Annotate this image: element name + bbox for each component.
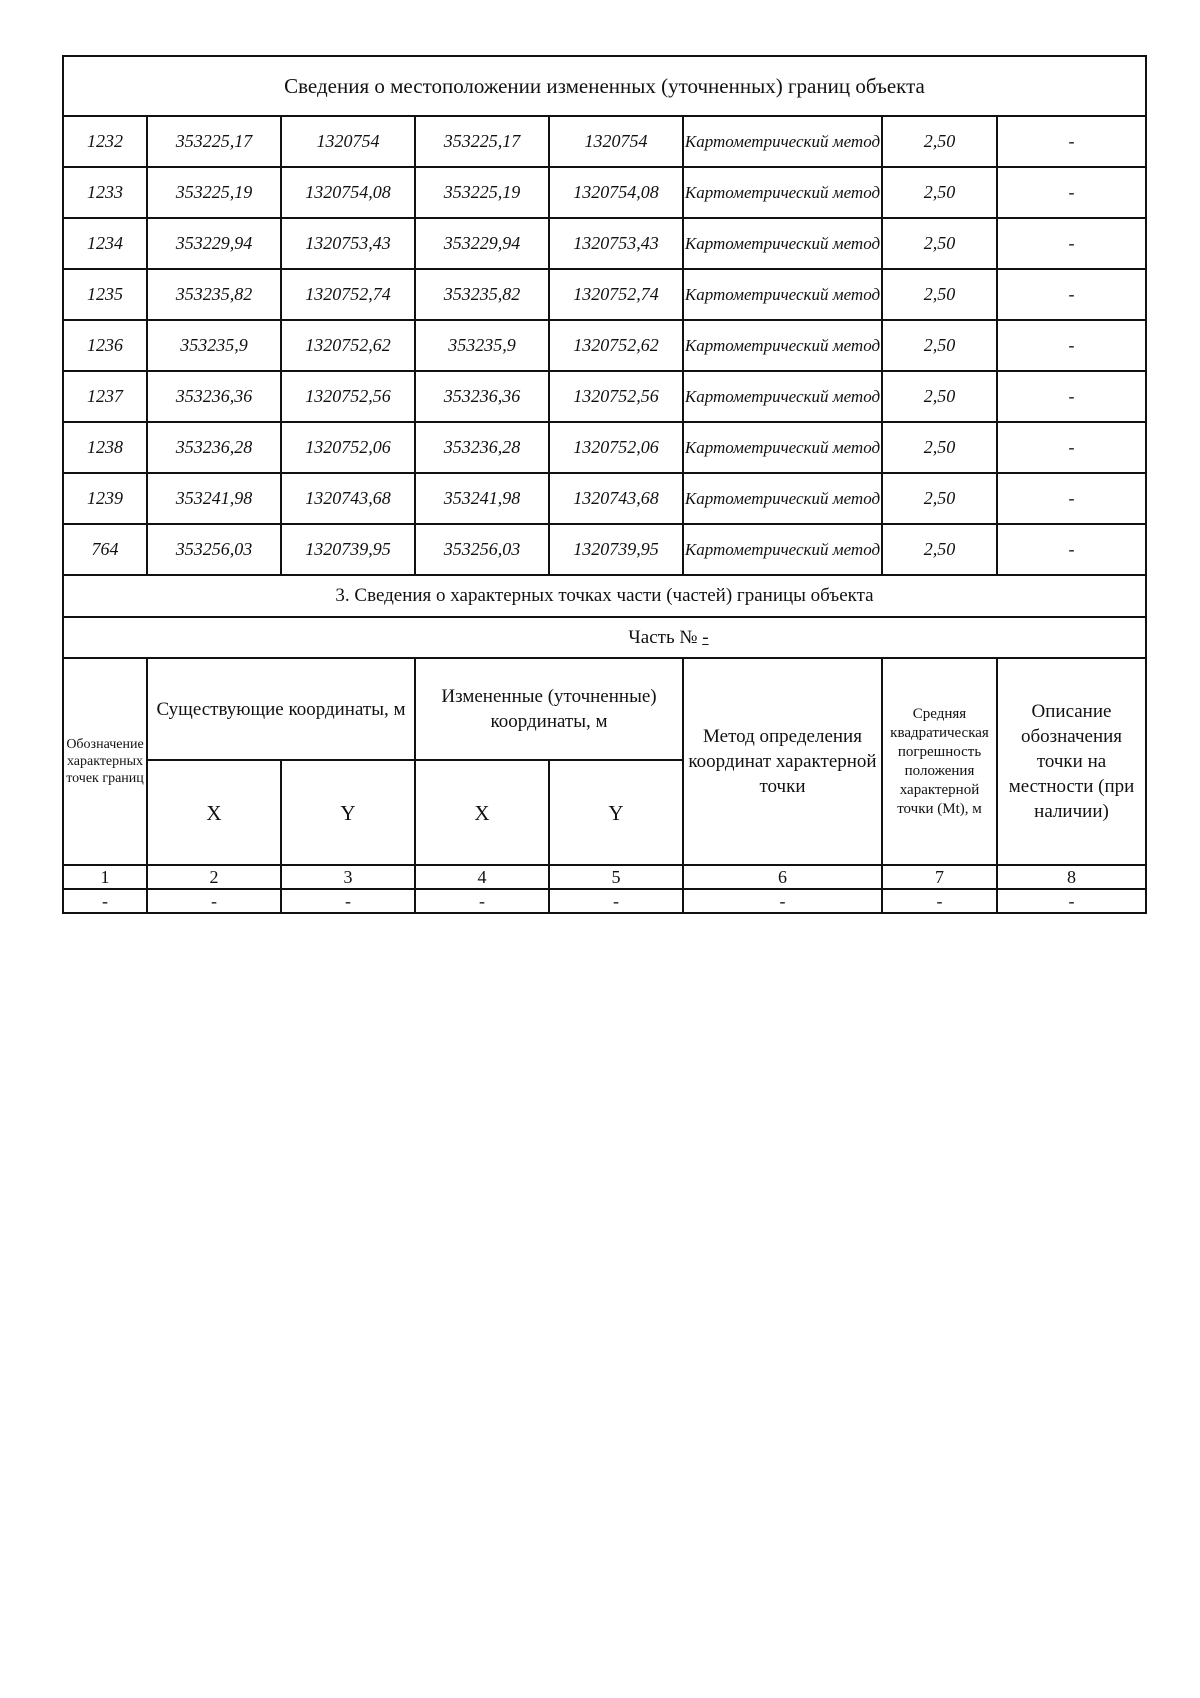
cell-y-changed: 1320754 xyxy=(549,116,683,167)
table-title-row xyxy=(63,56,1146,116)
cell-y-existing: 1320754,08 xyxy=(281,167,415,218)
header-accuracy: Средняя квадратическая погрешность положения характерной точки (Mt), м xyxy=(882,658,997,865)
cell-y-existing: 1320743,68 xyxy=(281,473,415,524)
cell-y-existing: 1320752,56 xyxy=(281,371,415,422)
cell-y-existing: 1320739,95 xyxy=(281,524,415,575)
cell-description: - xyxy=(997,269,1146,320)
section-3-row xyxy=(63,575,1146,617)
cell-x-existing: 353236,36 xyxy=(147,371,281,422)
cell-y-changed: 1320752,56 xyxy=(549,371,683,422)
cell-accuracy: 2,50 xyxy=(882,473,997,524)
cell-description: - xyxy=(997,116,1146,167)
cell-x-changed: 353256,03 xyxy=(415,524,549,575)
cell-y-changed: 1320754,08 xyxy=(549,167,683,218)
empty-cell: - xyxy=(281,889,415,913)
table-row xyxy=(63,116,1146,167)
empty-cell: - xyxy=(997,889,1146,913)
cell-y-changed: 1320753,43 xyxy=(549,218,683,269)
cell-description: - xyxy=(997,167,1146,218)
cell-method: Картометрический метод xyxy=(683,218,882,269)
cell-y-changed: 1320752,06 xyxy=(549,422,683,473)
table-row xyxy=(63,473,1146,524)
cell-x-existing: 353235,82 xyxy=(147,269,281,320)
table-body xyxy=(63,56,1146,913)
cell-point-id: 1232 xyxy=(63,116,147,167)
table-row xyxy=(63,269,1146,320)
cell-method: Картометрический метод xyxy=(683,422,882,473)
cell-accuracy: 2,50 xyxy=(882,269,997,320)
cell-method: Картометрический метод xyxy=(683,320,882,371)
cell-x-changed: 353236,28 xyxy=(415,422,549,473)
empty-cell: - xyxy=(415,889,549,913)
table-row xyxy=(63,167,1146,218)
cell-x-changed: 353241,98 xyxy=(415,473,549,524)
cell-description: - xyxy=(997,524,1146,575)
part-number: - xyxy=(702,626,709,648)
empty-cell: - xyxy=(882,889,997,913)
header-x-changed: X xyxy=(415,760,549,865)
table-row xyxy=(63,371,1146,422)
part-row xyxy=(63,617,1146,658)
cell-x-changed: 353235,82 xyxy=(415,269,549,320)
table-row xyxy=(63,422,1146,473)
cell-y-existing: 1320752,06 xyxy=(281,422,415,473)
cell-point-id: 1236 xyxy=(63,320,147,371)
table-row xyxy=(63,524,1146,575)
cell-method: Картометрический метод xyxy=(683,116,882,167)
cell-x-existing: 353235,9 xyxy=(147,320,281,371)
cell-x-changed: 353225,19 xyxy=(415,167,549,218)
cell-accuracy: 2,50 xyxy=(882,371,997,422)
cell-x-changed: 353229,94 xyxy=(415,218,549,269)
cell-point-id: 1235 xyxy=(63,269,147,320)
cell-method: Картометрический метод xyxy=(683,524,882,575)
table-title: Сведения о местоположении измененных (уточненных) границ объекта xyxy=(63,56,1146,116)
cell-description: - xyxy=(997,371,1146,422)
cell-y-existing: 1320752,62 xyxy=(281,320,415,371)
cell-accuracy: 2,50 xyxy=(882,167,997,218)
header-description: Описание обозначения точки на местности (при наличии) xyxy=(997,658,1146,865)
cell-description: - xyxy=(997,320,1146,371)
header-point-designation: Обозначение характерных точек границ xyxy=(63,658,147,865)
table-row xyxy=(63,218,1146,269)
header-existing-coordinates: Существующие координаты, м xyxy=(147,658,415,760)
header-method: Метод определения координат характерной точки xyxy=(683,658,882,865)
cell-point-id: 1239 xyxy=(63,473,147,524)
cell-x-changed: 353235,9 xyxy=(415,320,549,371)
cell-point-id: 1238 xyxy=(63,422,147,473)
part-cell xyxy=(63,617,1146,658)
header-y-existing: Y xyxy=(281,760,415,865)
table-row xyxy=(63,320,1146,371)
column-number: 1 xyxy=(63,865,147,889)
cell-method: Картометрический метод xyxy=(683,167,882,218)
column-number-row xyxy=(63,865,1146,889)
cell-y-changed: 1320739,95 xyxy=(549,524,683,575)
cell-x-changed: 353236,36 xyxy=(415,371,549,422)
cell-y-existing: 1320753,43 xyxy=(281,218,415,269)
part-label: Часть № xyxy=(628,626,698,648)
column-number: 4 xyxy=(415,865,549,889)
cell-y-changed: 1320752,62 xyxy=(549,320,683,371)
cell-method: Картометрический метод xyxy=(683,473,882,524)
cell-method: Картометрический метод xyxy=(683,371,882,422)
cell-accuracy: 2,50 xyxy=(882,320,997,371)
cell-point-id: 1237 xyxy=(63,371,147,422)
cell-point-id: 764 xyxy=(63,524,147,575)
cell-description: - xyxy=(997,218,1146,269)
cell-method: Картометрический метод xyxy=(683,269,882,320)
cell-y-existing: 1320752,74 xyxy=(281,269,415,320)
cell-x-existing: 353229,94 xyxy=(147,218,281,269)
column-number: 8 xyxy=(997,865,1146,889)
cell-accuracy: 2,50 xyxy=(882,116,997,167)
cell-accuracy: 2,50 xyxy=(882,218,997,269)
cell-x-existing: 353241,98 xyxy=(147,473,281,524)
header-changed-coordinates: Измененные (уточненные) координаты, м xyxy=(415,658,683,760)
cell-y-changed: 1320752,74 xyxy=(549,269,683,320)
cell-x-existing: 353225,17 xyxy=(147,116,281,167)
cell-description: - xyxy=(997,473,1146,524)
header-y-changed: Y xyxy=(549,760,683,865)
cell-description: - xyxy=(997,422,1146,473)
cell-y-changed: 1320743,68 xyxy=(549,473,683,524)
header-row-1 xyxy=(63,658,1146,760)
empty-data-row xyxy=(63,889,1146,913)
cell-point-id: 1233 xyxy=(63,167,147,218)
boundary-points-table xyxy=(62,55,1147,914)
column-number: 6 xyxy=(683,865,882,889)
empty-cell: - xyxy=(683,889,882,913)
cell-accuracy: 2,50 xyxy=(882,422,997,473)
column-number: 7 xyxy=(882,865,997,889)
header-x-existing: X xyxy=(147,760,281,865)
cell-point-id: 1234 xyxy=(63,218,147,269)
cell-x-existing: 353256,03 xyxy=(147,524,281,575)
column-number: 5 xyxy=(549,865,683,889)
cell-y-existing: 1320754 xyxy=(281,116,415,167)
cell-x-existing: 353225,19 xyxy=(147,167,281,218)
empty-cell: - xyxy=(147,889,281,913)
cell-x-changed: 353225,17 xyxy=(415,116,549,167)
section-3-heading: 3. Сведения о характерных точках части (частей) границы объекта xyxy=(63,575,1146,617)
cell-x-existing: 353236,28 xyxy=(147,422,281,473)
column-number: 3 xyxy=(281,865,415,889)
cell-accuracy: 2,50 xyxy=(882,524,997,575)
column-number: 2 xyxy=(147,865,281,889)
empty-cell: - xyxy=(549,889,683,913)
empty-cell: - xyxy=(63,889,147,913)
